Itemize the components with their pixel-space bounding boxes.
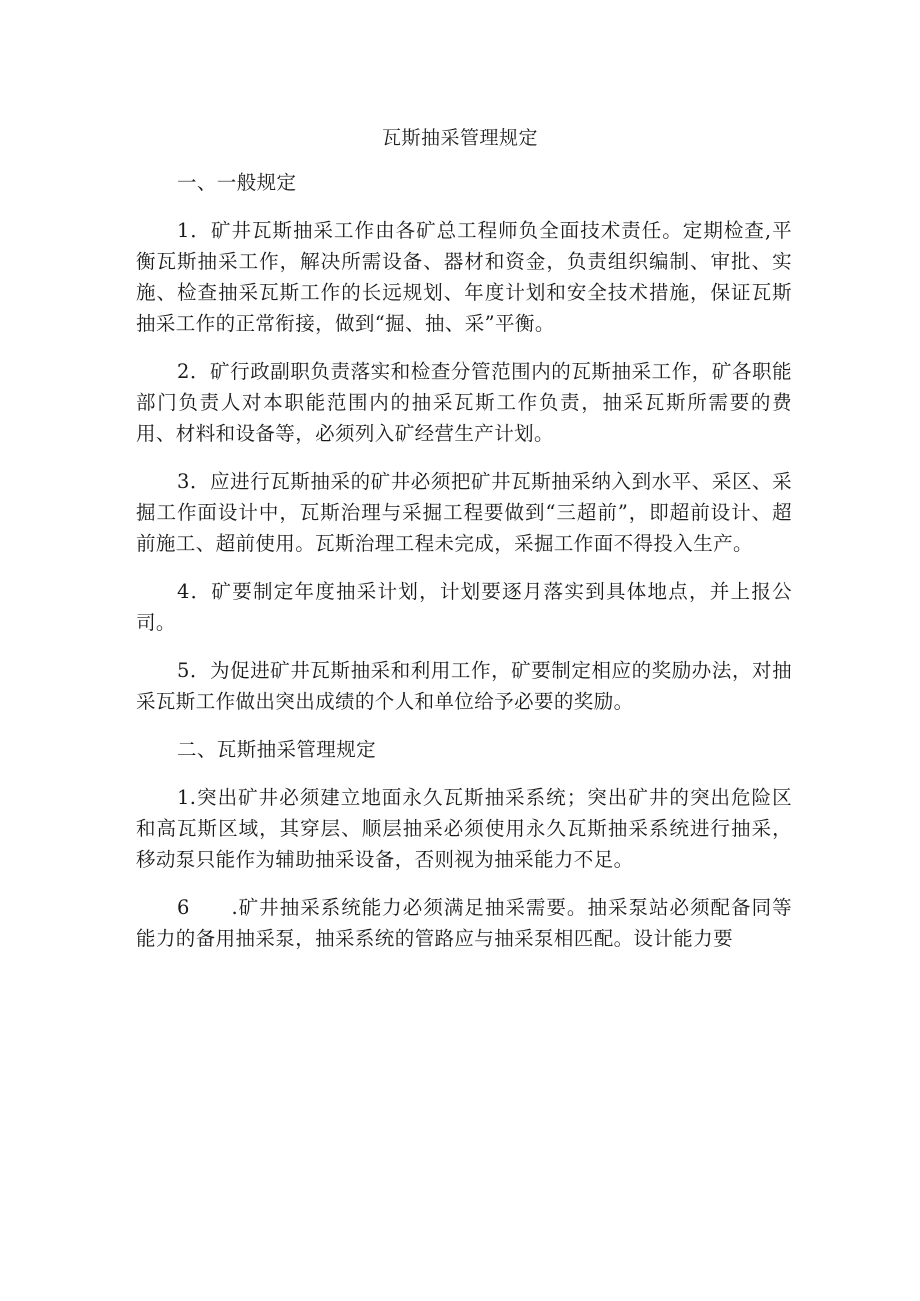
- paragraph-general-5: 5．为促进矿井瓦斯抽采和利用工作，矿要制定相应的奖励办法，对抽采瓦斯工作做出突出成绩的个人和单位给予必要的奖励。: [136, 659, 792, 713]
- section-heading-general: 一、一般规定: [177, 171, 297, 194]
- paragraph-general-3: 3．应进行瓦斯抽采的矿井必须把矿井瓦斯抽采纳入到水平、采区、采掘工作面设计中，瓦斯治理与采掘工程要做到“三超前”，即超前设计、超前施工、超前使用。瓦斯治理工程未完成，采掘工作面不得投入生产。: [136, 470, 792, 555]
- paragraph-general-4: 4．矿要制定年度抽采计划，计划要逐月落实到具体地点，并上报公司。: [136, 580, 792, 634]
- document-body: [136, 167, 792, 971]
- paragraph-general-1: 1．矿井瓦斯抽采工作由各矿总工程师负全面技术责任。定期检查,平衡瓦斯抽采工作，解决所需设备、器材和资金，负责组织编制、审批、实施、检查抽采瓦斯工作的长远规划、年度计划和安全技术措施，保证瓦斯抽采工作的正常衔接，做到“掘、抽、采”平衡。: [136, 219, 792, 335]
- paragraph-management-6: 6 .矿井抽采系统能力必须满足抽采需要。抽采泵站必须配备同等能力的备用抽采泵，抽采系统的管路应与抽采泵相匹配。设计能力要: [136, 896, 792, 950]
- section-heading-management: 二、瓦斯抽采管理规定: [177, 738, 377, 761]
- page-title: 瓦斯抽采管理规定: [381, 127, 538, 149]
- paragraph-general-2: 2．矿行政副职负责落实和检查分管范围内的瓦斯抽采工作，矿各职能部门负责人对本职能范围内的抽采瓦斯工作负责，抽采瓦斯所需要的费用、材料和设备等，必须列入矿经营生产计划。: [136, 360, 792, 445]
- paragraph-management-1: 1.突出矿井必须建立地面永久瓦斯抽采系统；突出矿井的突出危险区和高瓦斯区域，其穿层、顺层抽采必须使用永久瓦斯抽采系统进行抽采，移动泵只能作为辅助抽采设备，否则视为抽采能力不足。: [136, 786, 792, 871]
